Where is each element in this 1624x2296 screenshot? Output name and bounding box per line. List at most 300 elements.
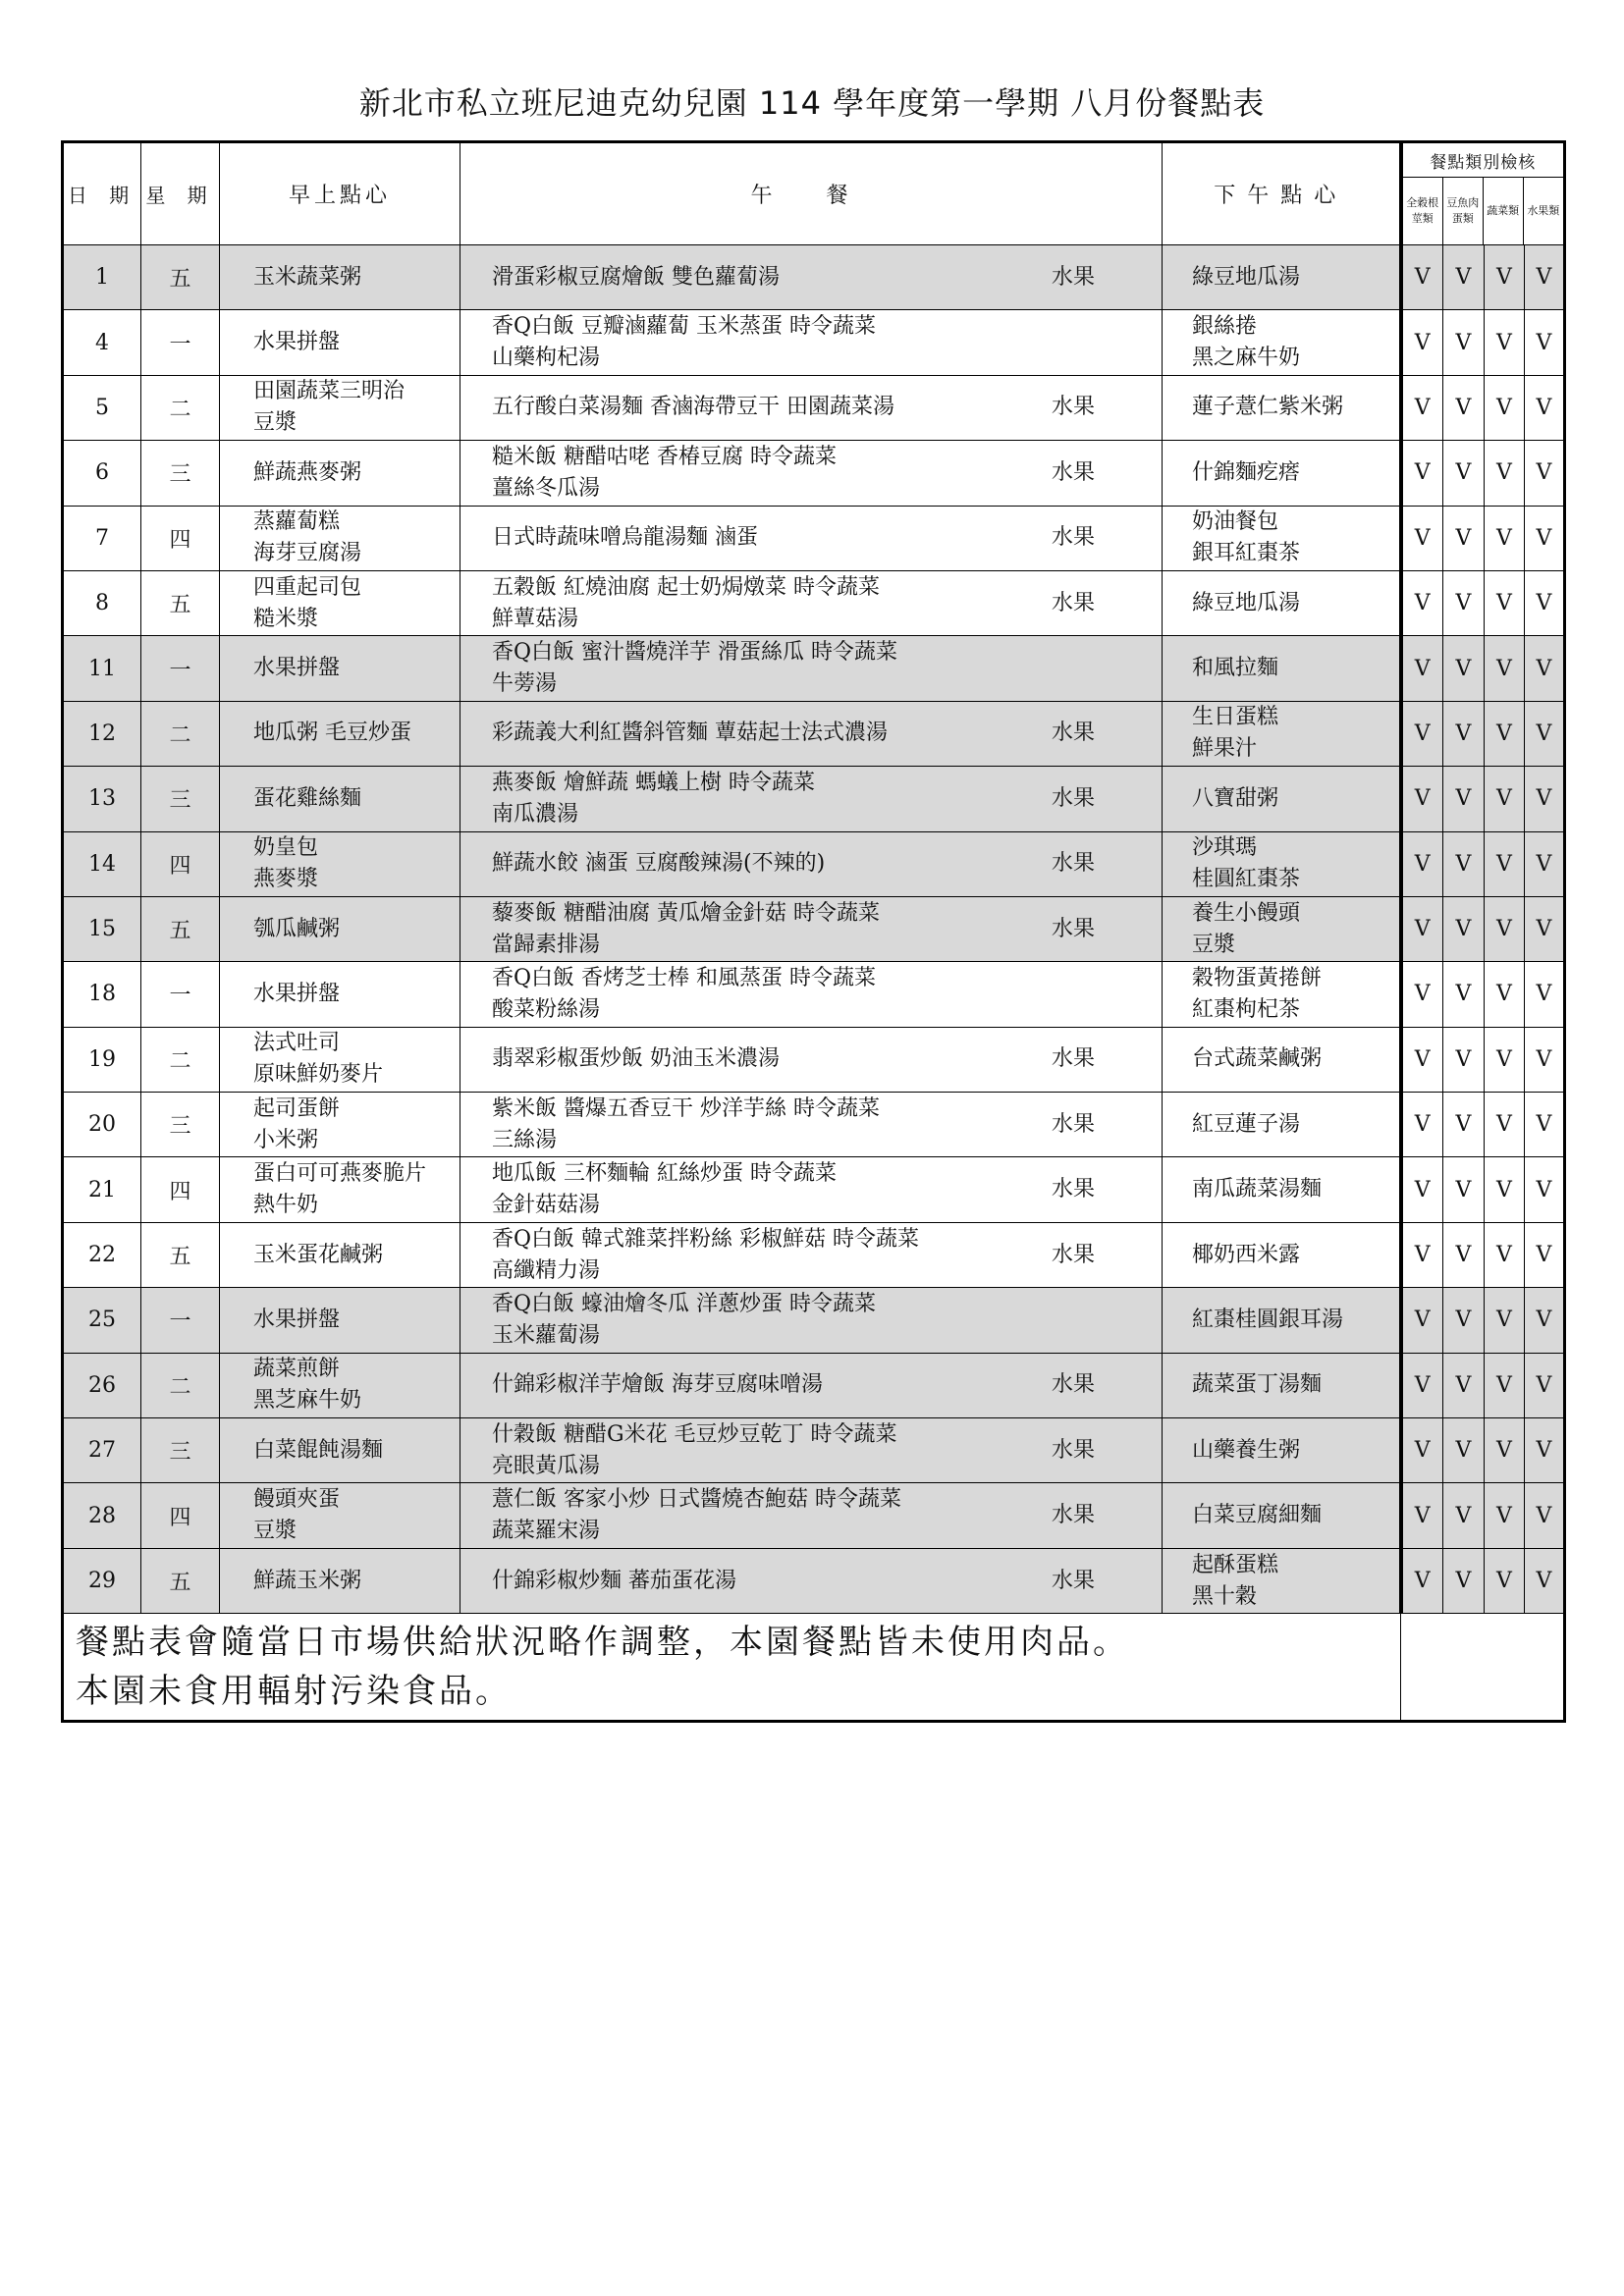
check-vegetables-mark: V [1485, 1027, 1525, 1092]
afternoon-snack-cell [1163, 1353, 1401, 1417]
check-fruit-mark: V [1525, 767, 1565, 831]
check-protein-mark: V [1443, 896, 1485, 961]
check-fruit-mark: V [1525, 1288, 1565, 1353]
check-grains-mark: V [1401, 1288, 1443, 1353]
lunch-line: 當歸素排湯 [492, 932, 601, 957]
header-check-grains: 全穀根莖類 [1403, 178, 1443, 245]
morning-snack-line: 豆漿 [253, 1519, 298, 1544]
afternoon-snack-cell [1163, 701, 1401, 766]
weekday-cell: 二 [141, 1027, 220, 1092]
check-protein-mark: V [1443, 1222, 1485, 1287]
check-fruit-mark: V [1525, 701, 1565, 766]
check-vegetables-mark: V [1485, 962, 1525, 1027]
lunch-fruit: 水果 [1052, 1503, 1096, 1528]
lunch-fruit: 水果 [1052, 459, 1096, 485]
morning-snack-line: 起司蛋餅 [253, 1095, 341, 1121]
header-check-protein: 豆魚肉蛋類 [1442, 178, 1483, 245]
afternoon-snack-line: 蓮子薏仁紫米粥 [1192, 395, 1344, 420]
check-fruit-mark: V [1525, 375, 1565, 440]
morning-snack-line: 黑芝麻牛奶 [253, 1388, 362, 1414]
morning-snack-cell [220, 1093, 460, 1157]
header-check-group [1401, 142, 1565, 245]
lunch-fruit: 水果 [1052, 1437, 1096, 1463]
morning-snack-cell [220, 1222, 460, 1287]
table-row [63, 767, 1565, 831]
lunch-line: 什穀飯 糖醋G米花 毛豆炒豆乾丁 時令蔬菜 [492, 1421, 897, 1447]
morning-snack-line: 水果拼盤 [253, 981, 341, 1006]
check-fruit-mark: V [1525, 441, 1565, 506]
lunch-cell [460, 1093, 1163, 1157]
check-grains-mark: V [1401, 962, 1443, 1027]
morning-snack-line: 原味鮮奶麥片 [253, 1062, 384, 1088]
check-vegetables-mark: V [1485, 896, 1525, 961]
morning-snack-cell [220, 962, 460, 1027]
lunch-line: 翡翠彩椒蛋炒飯 奶油玉米濃湯 [492, 1046, 780, 1072]
morning-snack-cell [220, 506, 460, 570]
date-cell: 14 [63, 831, 141, 896]
morning-snack-cell [220, 1548, 460, 1613]
check-vegetables-mark: V [1485, 767, 1525, 831]
date-cell: 20 [63, 1093, 141, 1157]
check-fruit-mark: V [1525, 1548, 1565, 1613]
morning-snack-line: 海芽豆腐湯 [253, 541, 362, 566]
check-grains-mark: V [1401, 245, 1443, 310]
check-protein-mark: V [1443, 767, 1485, 831]
date-cell: 19 [63, 1027, 141, 1092]
date-cell: 5 [63, 375, 141, 440]
check-vegetables-mark: V [1485, 1288, 1525, 1353]
check-vegetables-mark: V [1485, 701, 1525, 766]
lunch-line: 藜麥飯 糖醋油腐 黃瓜燴金針菇 時令蔬菜 [492, 900, 880, 926]
lunch-cell [460, 896, 1163, 961]
afternoon-snack-line: 蔬菜蛋丁湯麵 [1192, 1372, 1323, 1398]
page-title: 新北市私立班尼迪克幼兒園 114 學年度第一學期 八月份餐點表 [358, 84, 1266, 122]
check-protein-mark: V [1443, 701, 1485, 766]
lunch-line: 薏仁飯 客家小炒 日式醬燒杏鮑菇 時令蔬菜 [492, 1487, 901, 1513]
check-grains-mark: V [1401, 1548, 1443, 1613]
lunch-line: 五行酸白菜湯麵 香滷海帶豆干 田園蔬菜湯 [492, 395, 894, 420]
check-fruit-mark: V [1525, 310, 1565, 375]
afternoon-snack-line: 紅豆蓮子湯 [1192, 1111, 1301, 1137]
lunch-cell [460, 831, 1163, 896]
weekday-cell: 一 [141, 310, 220, 375]
lunch-line: 玉米蘿蔔湯 [492, 1322, 601, 1348]
date-cell: 21 [63, 1157, 141, 1222]
lunch-fruit: 水果 [1052, 1046, 1096, 1072]
morning-snack-cell [220, 1418, 460, 1483]
check-protein-mark: V [1443, 1418, 1485, 1483]
check-grains-mark: V [1401, 375, 1443, 440]
afternoon-snack-line: 白菜豆腐細麵 [1192, 1503, 1323, 1528]
afternoon-snack-cell [1163, 636, 1401, 701]
lunch-line: 地瓜飯 三杯麵輪 紅絲炒蛋 時令蔬菜 [492, 1161, 837, 1187]
check-grains-mark: V [1401, 1093, 1443, 1157]
afternoon-snack-line: 穀物蛋黃捲餅 [1192, 965, 1323, 990]
morning-snack-line: 法式吐司 [253, 1031, 341, 1056]
lunch-line: 彩蔬義大利紅醬斜管麵 蕈菇起士法式濃湯 [492, 721, 888, 746]
morning-snack-line: 玉米蛋花鹹粥 [253, 1242, 384, 1267]
weekday-cell: 三 [141, 1418, 220, 1483]
afternoon-snack-line: 紅棗枸杞茶 [1192, 996, 1301, 1022]
lunch-fruit: 水果 [1052, 395, 1096, 420]
lunch-line: 香Q白飯 蠔油燴冬瓜 洋蔥炒蛋 時令蔬菜 [492, 1291, 877, 1316]
morning-snack-line: 鮮蔬玉米粥 [253, 1568, 362, 1593]
check-grains-mark: V [1401, 1353, 1443, 1417]
check-protein-mark: V [1443, 375, 1485, 440]
check-protein-mark: V [1443, 831, 1485, 896]
weekday-cell: 四 [141, 831, 220, 896]
lunch-line: 山藥枸杞湯 [492, 346, 601, 371]
lunch-fruit: 水果 [1052, 1177, 1096, 1202]
morning-snack-line: 水果拼盤 [253, 656, 341, 681]
check-grains-mark: V [1401, 506, 1443, 570]
weekday-cell: 一 [141, 636, 220, 701]
check-grains-mark: V [1401, 831, 1443, 896]
check-fruit-mark: V [1525, 245, 1565, 310]
morning-snack-cell [220, 570, 460, 635]
check-fruit-mark: V [1525, 1093, 1565, 1157]
afternoon-snack-cell [1163, 831, 1401, 896]
lunch-fruit: 水果 [1052, 590, 1096, 615]
check-vegetables-mark: V [1485, 1418, 1525, 1483]
check-protein-mark: V [1443, 636, 1485, 701]
check-grains-mark: V [1401, 1157, 1443, 1222]
morning-snack-line: 蛋花雞絲麵 [253, 785, 362, 811]
weekday-cell: 二 [141, 375, 220, 440]
lunch-fruit: 水果 [1052, 525, 1096, 551]
lunch-line: 酸菜粉絲湯 [492, 996, 601, 1022]
check-grains-mark: V [1401, 1222, 1443, 1287]
table-row [63, 1418, 1565, 1483]
lunch-line: 亮眼黃瓜湯 [492, 1453, 601, 1478]
weekday-cell: 三 [141, 1093, 220, 1157]
lunch-line: 五穀飯 紅燒油腐 起士奶焗燉菜 時令蔬菜 [492, 574, 880, 600]
lunch-line: 鮮蕈菇湯 [492, 606, 579, 631]
afternoon-snack-cell [1163, 1288, 1401, 1353]
afternoon-snack-line: 銀耳紅棗茶 [1192, 541, 1301, 566]
header-check-title: 餐點類別檢核 [1403, 143, 1564, 178]
menu-body [63, 245, 1565, 1614]
lunch-line: 南瓜濃湯 [492, 801, 579, 827]
afternoon-snack-line: 銀絲捲 [1192, 314, 1258, 340]
check-grains-mark: V [1401, 1418, 1443, 1483]
morning-snack-cell [220, 1288, 460, 1353]
header-row [63, 142, 1565, 245]
afternoon-snack-line: 台式蔬菜鹹粥 [1192, 1046, 1323, 1072]
morning-snack-line: 糙米漿 [253, 606, 319, 631]
afternoon-snack-line: 紅棗桂圓銀耳湯 [1192, 1307, 1344, 1332]
check-protein-mark: V [1443, 1157, 1485, 1222]
weekday-cell: 四 [141, 1483, 220, 1548]
weekday-cell: 一 [141, 1288, 220, 1353]
afternoon-snack-line: 八寶甜粥 [1192, 785, 1279, 811]
morning-snack-line: 蛋白可可燕麥脆片 [253, 1161, 427, 1187]
morning-snack-cell [220, 701, 460, 766]
check-fruit-mark: V [1525, 506, 1565, 570]
check-protein-mark: V [1443, 1483, 1485, 1548]
morning-snack-line: 瓠瓜鹹粥 [253, 916, 341, 941]
date-cell: 7 [63, 506, 141, 570]
check-fruit-mark: V [1525, 1418, 1565, 1483]
table-row [63, 1093, 1565, 1157]
afternoon-snack-cell [1163, 1027, 1401, 1092]
check-protein-mark: V [1443, 310, 1485, 375]
check-vegetables-mark: V [1485, 245, 1525, 310]
lunch-line: 香Q白飯 豆瓣滷蘿蔔 玉米蒸蛋 時令蔬菜 [492, 314, 877, 340]
morning-snack-line: 豆漿 [253, 410, 298, 436]
lunch-fruit: 水果 [1052, 916, 1096, 941]
morning-snack-line: 蔬菜煎餅 [253, 1357, 341, 1382]
check-grains-mark: V [1401, 570, 1443, 635]
lunch-cell [460, 1418, 1163, 1483]
check-fruit-mark: V [1525, 636, 1565, 701]
check-vegetables-mark: V [1485, 570, 1525, 635]
lunch-line: 什錦彩椒炒麵 蕃茄蛋花湯 [492, 1568, 736, 1593]
table-row [63, 831, 1565, 896]
table-row [63, 310, 1565, 375]
check-fruit-mark: V [1525, 1353, 1565, 1417]
check-vegetables-mark: V [1485, 1157, 1525, 1222]
check-vegetables-mark: V [1485, 441, 1525, 506]
notes-check-blank [1401, 1614, 1565, 1722]
lunch-fruit: 水果 [1052, 264, 1096, 290]
check-protein-mark: V [1443, 441, 1485, 506]
weekday-cell: 五 [141, 1222, 220, 1287]
check-grains-mark: V [1401, 1027, 1443, 1092]
morning-snack-line: 蒸蘿蔔糕 [253, 509, 341, 535]
menu-table [61, 140, 1566, 1723]
check-fruit-mark: V [1525, 1027, 1565, 1092]
table-row [63, 570, 1565, 635]
lunch-fruit: 水果 [1052, 851, 1096, 877]
lunch-line: 高纖精力湯 [492, 1257, 601, 1283]
check-protein-mark: V [1443, 506, 1485, 570]
morning-snack-cell [220, 310, 460, 375]
check-fruit-mark: V [1525, 896, 1565, 961]
lunch-line: 三絲湯 [492, 1127, 558, 1152]
afternoon-snack-line: 椰奶西米露 [1192, 1242, 1301, 1267]
lunch-line: 金針菇菇湯 [492, 1193, 601, 1218]
check-grains-mark: V [1401, 310, 1443, 375]
weekday-cell: 五 [141, 896, 220, 961]
afternoon-snack-cell [1163, 896, 1401, 961]
check-grains-mark: V [1401, 767, 1443, 831]
afternoon-snack-line: 綠豆地瓜湯 [1192, 264, 1301, 290]
header-morning-snack: 早上點心 [220, 142, 460, 245]
lunch-line: 香Q白飯 蜜汁醬燒洋芋 滑蛋絲瓜 時令蔬菜 [492, 640, 898, 666]
lunch-line: 香Q白飯 香烤芝士棒 和風蒸蛋 時令蔬菜 [492, 965, 877, 990]
check-grains-mark: V [1401, 636, 1443, 701]
lunch-line: 牛蒡湯 [492, 671, 558, 697]
check-protein-mark: V [1443, 245, 1485, 310]
afternoon-snack-line: 起酥蛋糕 [1192, 1552, 1279, 1577]
check-vegetables-mark: V [1485, 506, 1525, 570]
table-row [63, 1548, 1565, 1613]
morning-snack-cell [220, 441, 460, 506]
date-cell: 18 [63, 962, 141, 1027]
date-cell: 12 [63, 701, 141, 766]
morning-snack-cell [220, 1027, 460, 1092]
morning-snack-line: 水果拼盤 [253, 330, 341, 355]
lunch-cell [460, 1288, 1163, 1353]
lunch-cell [460, 701, 1163, 766]
lunch-line: 糙米飯 糖醋咕咾 香椿豆腐 時令蔬菜 [492, 444, 837, 469]
table-row [63, 896, 1565, 961]
afternoon-snack-cell [1163, 1548, 1401, 1613]
table-row [63, 1288, 1565, 1353]
check-protein-mark: V [1443, 1093, 1485, 1157]
header-check-fruit: 水果類 [1523, 178, 1563, 245]
header-afternoon-snack: 下午點心 [1163, 142, 1401, 245]
afternoon-snack-cell [1163, 1418, 1401, 1483]
lunch-cell [460, 962, 1163, 1027]
afternoon-snack-cell [1163, 1157, 1401, 1222]
table-row [63, 1483, 1565, 1548]
lunch-line: 薑絲冬瓜湯 [492, 475, 601, 501]
lunch-cell [460, 310, 1163, 375]
morning-snack-line: 玉米蔬菜粥 [253, 264, 362, 290]
lunch-fruit: 水果 [1052, 1568, 1096, 1593]
check-protein-mark: V [1443, 1548, 1485, 1613]
table-row [63, 1157, 1565, 1222]
lunch-cell [460, 1157, 1163, 1222]
note-line: 本園未食用輻射污染食品。 [76, 1672, 512, 1712]
check-vegetables-mark: V [1485, 636, 1525, 701]
afternoon-snack-line: 南瓜蔬菜湯麵 [1192, 1177, 1323, 1202]
date-cell: 4 [63, 310, 141, 375]
weekday-cell: 三 [141, 767, 220, 831]
lunch-line: 紫米飯 醬爆五香豆干 炒洋芋絲 時令蔬菜 [492, 1095, 880, 1121]
lunch-cell [460, 375, 1163, 440]
morning-snack-cell [220, 1483, 460, 1548]
lunch-cell [460, 636, 1163, 701]
weekday-cell: 四 [141, 506, 220, 570]
morning-snack-line: 熱牛奶 [253, 1193, 319, 1218]
morning-snack-line: 地瓜粥 毛豆炒蛋 [253, 721, 411, 746]
morning-snack-cell [220, 636, 460, 701]
check-fruit-mark: V [1525, 570, 1565, 635]
weekday-cell: 五 [141, 245, 220, 310]
morning-snack-line: 燕麥漿 [253, 867, 319, 892]
afternoon-snack-cell [1163, 310, 1401, 375]
lunch-cell [460, 1353, 1163, 1417]
lunch-line: 什錦彩椒洋芋燴飯 海芽豆腐味噌湯 [492, 1372, 823, 1398]
weekday-cell: 二 [141, 701, 220, 766]
check-grains-mark: V [1401, 1483, 1443, 1548]
check-vegetables-mark: V [1485, 831, 1525, 896]
check-protein-mark: V [1443, 1027, 1485, 1092]
afternoon-snack-line: 豆漿 [1192, 932, 1236, 957]
afternoon-snack-cell [1163, 1483, 1401, 1548]
morning-snack-cell [220, 767, 460, 831]
lunch-cell [460, 506, 1163, 570]
lunch-cell [460, 1548, 1163, 1613]
check-vegetables-mark: V [1485, 375, 1525, 440]
afternoon-snack-line: 鮮果汁 [1192, 736, 1258, 762]
afternoon-snack-line: 和風拉麵 [1192, 656, 1279, 681]
weekday-cell: 五 [141, 570, 220, 635]
afternoon-snack-line: 生日蛋糕 [1192, 705, 1279, 730]
afternoon-snack-cell [1163, 962, 1401, 1027]
morning-snack-line: 白菜餛飩湯麵 [253, 1437, 384, 1463]
date-cell: 13 [63, 767, 141, 831]
lunch-line: 燕麥飯 燴鮮蔬 螞蟻上樹 時令蔬菜 [492, 770, 815, 795]
morning-snack-cell [220, 245, 460, 310]
lunch-cell [460, 245, 1163, 310]
lunch-line: 香Q白飯 韓式雜菜拌粉絲 彩椒鮮菇 時令蔬菜 [492, 1226, 920, 1252]
morning-snack-cell [220, 375, 460, 440]
weekday-cell: 二 [141, 1353, 220, 1417]
lunch-line: 滑蛋彩椒豆腐燴飯 雙色蘿蔔湯 [492, 264, 780, 290]
morning-snack-line: 小米粥 [253, 1127, 319, 1152]
lunch-line: 鮮蔬水餃 滷蛋 豆腐酸辣湯(不辣的) [492, 851, 826, 877]
afternoon-snack-line: 桂圓紅棗茶 [1192, 867, 1301, 892]
morning-snack-line: 饅頭夾蛋 [253, 1487, 341, 1513]
weekday-cell: 三 [141, 441, 220, 506]
lunch-cell [460, 1027, 1163, 1092]
check-vegetables-mark: V [1485, 1353, 1525, 1417]
afternoon-snack-line: 養生小饅頭 [1192, 900, 1301, 926]
afternoon-snack-line: 什錦麵疙瘩 [1192, 459, 1301, 485]
header-lunch: 午 餐 [460, 142, 1163, 245]
check-fruit-mark: V [1525, 831, 1565, 896]
date-cell: 27 [63, 1418, 141, 1483]
date-cell: 1 [63, 245, 141, 310]
header-weekday: 星 期 [141, 142, 220, 245]
morning-snack-line: 四重起司包 [253, 574, 362, 600]
date-cell: 15 [63, 896, 141, 961]
date-cell: 26 [63, 1353, 141, 1417]
check-fruit-mark: V [1525, 962, 1565, 1027]
notes-row [63, 1614, 1565, 1722]
check-grains-mark: V [1401, 441, 1443, 506]
afternoon-snack-cell [1163, 506, 1401, 570]
check-fruit-mark: V [1525, 1483, 1565, 1548]
date-cell: 28 [63, 1483, 141, 1548]
date-cell: 11 [63, 636, 141, 701]
afternoon-snack-line: 黑之麻牛奶 [1192, 346, 1301, 371]
header-check-vegetables: 蔬菜類 [1483, 178, 1523, 245]
table-row [63, 375, 1565, 440]
date-cell: 8 [63, 570, 141, 635]
lunch-cell [460, 570, 1163, 635]
check-fruit-mark: V [1525, 1222, 1565, 1287]
lunch-fruit: 水果 [1052, 1111, 1096, 1137]
morning-snack-cell [220, 1353, 460, 1417]
check-protein-mark: V [1443, 1288, 1485, 1353]
note-line: 餐點表會隨當日市場供給狀況略作調整，本園餐點皆未使用肉品。 [76, 1623, 1129, 1663]
lunch-cell [460, 767, 1163, 831]
morning-snack-cell [220, 1157, 460, 1222]
table-row [63, 636, 1565, 701]
afternoon-snack-cell [1163, 441, 1401, 506]
table-row [63, 245, 1565, 310]
lunch-line: 蔬菜羅宋湯 [492, 1519, 601, 1544]
morning-snack-line: 田園蔬菜三明治 [253, 379, 406, 404]
morning-snack-line: 奶皇包 [253, 835, 319, 861]
table-row [63, 962, 1565, 1027]
check-grains-mark: V [1401, 896, 1443, 961]
afternoon-snack-line: 黑十穀 [1192, 1583, 1258, 1609]
check-protein-mark: V [1443, 962, 1485, 1027]
afternoon-snack-cell [1163, 1093, 1401, 1157]
table-row [63, 1222, 1565, 1287]
table-row [63, 701, 1565, 766]
afternoon-snack-line: 沙琪瑪 [1192, 835, 1258, 861]
check-protein-mark: V [1443, 1353, 1485, 1417]
morning-snack-cell [220, 896, 460, 961]
afternoon-snack-line: 綠豆地瓜湯 [1192, 590, 1301, 615]
